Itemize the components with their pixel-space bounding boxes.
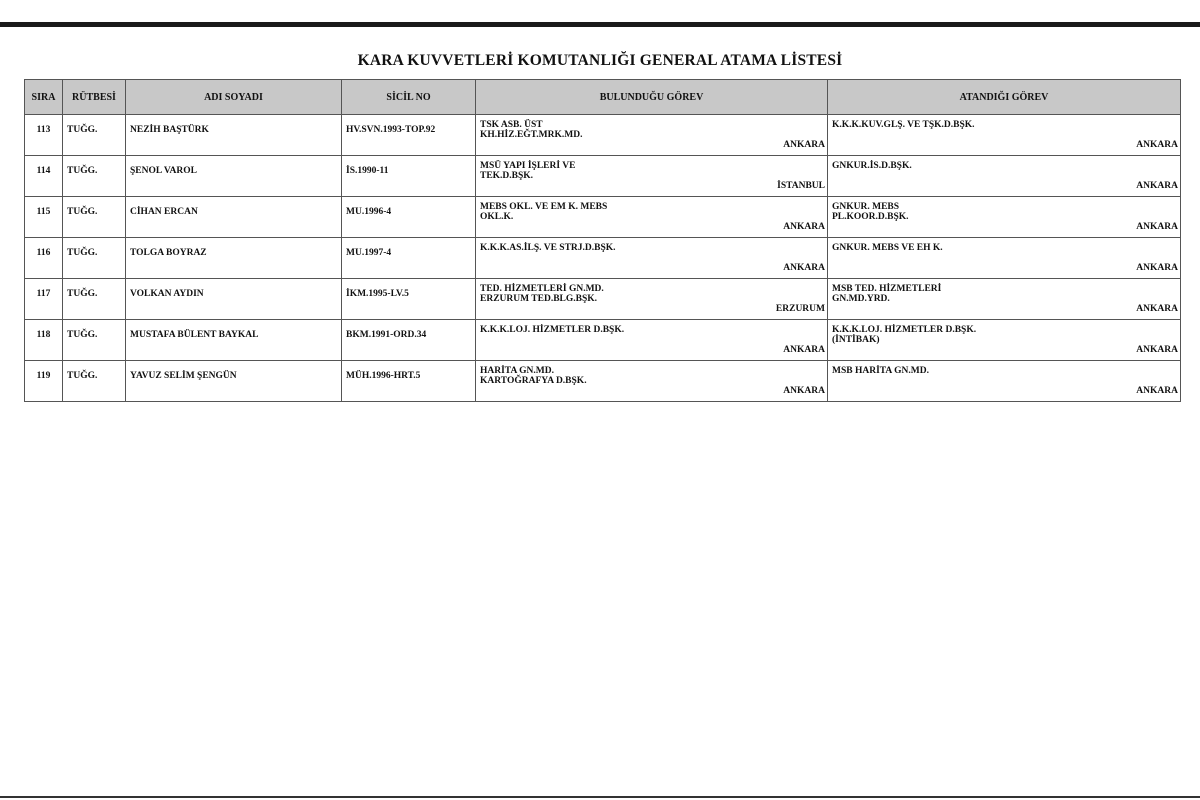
cell-bulundugu-gorev — [476, 361, 828, 402]
cell-adi-soyadi: MUSTAFA BÜLENT BAYKAL — [126, 320, 342, 361]
cell-sira: 118 — [25, 320, 63, 361]
header-sicil-no: SİCİL NO — [342, 80, 476, 115]
cell-adi-soyadi: NEZİH BAŞTÜRK — [126, 115, 342, 156]
cell-sicil-no: MU.1996-4 — [342, 197, 476, 238]
cell-adi-soyadi: CİHAN ERCAN — [126, 197, 342, 238]
cell-atandigi-gorev — [828, 115, 1181, 156]
cell-adi-soyadi: ŞENOL VAROL — [126, 156, 342, 197]
cell-atandigi-gorev — [828, 361, 1181, 402]
cell-atandigi-gorev — [828, 279, 1181, 320]
cell-rutbe: TUĞG. — [63, 238, 126, 279]
atandigi-yer: ANKARA — [1136, 386, 1178, 396]
cell-adi-soyadi: VOLKAN AYDIN — [126, 279, 342, 320]
header-atandigi-gorev: ATANDIĞI GÖREV — [828, 80, 1181, 115]
bulundugu-gorev-text: MEBS OKL. VE EM K. MEBS OKL.K. — [480, 202, 608, 222]
bulundugu-yer: ANKARA — [783, 386, 825, 396]
cell-sira: 116 — [25, 238, 63, 279]
bulundugu-gorev-text: K.K.K.AS.İLŞ. VE STRJ.D.BŞK. — [480, 243, 616, 253]
header-rutbe: RÜTBESİ — [63, 80, 126, 115]
atandigi-yer: ANKARA — [1136, 263, 1178, 273]
cell-atandigi-gorev — [828, 320, 1181, 361]
bulundugu-gorev-text: TSK ASB. ÜST KH.HİZ.EĞT.MRK.MD. — [480, 120, 583, 140]
cell-rutbe: TUĞG. — [63, 320, 126, 361]
cell-bulundugu-gorev — [476, 279, 828, 320]
bulundugu-yer: ANKARA — [783, 140, 825, 150]
cell-sira: 117 — [25, 279, 63, 320]
cell-rutbe: TUĞG. — [63, 279, 126, 320]
cell-sira: 115 — [25, 197, 63, 238]
bottom-border-rule — [0, 796, 1200, 798]
header-bulundugu-gorev: BULUNDUĞU GÖREV — [476, 80, 828, 115]
bulundugu-gorev-text: HARİTA GN.MD. KARTOĞRAFYA D.BŞK. — [480, 366, 587, 386]
atandigi-gorev-text: K.K.K.LOJ. HİZMETLER D.BŞK. (İNTİBAK) — [832, 325, 977, 345]
cell-sicil-no: HV.SVN.1993-TOP.92 — [342, 115, 476, 156]
table-row — [25, 156, 1181, 197]
cell-atandigi-gorev — [828, 197, 1181, 238]
cell-bulundugu-gorev — [476, 197, 828, 238]
atandigi-gorev-text: K.K.K.KUV.GLŞ. VE TŞK.D.BŞK. — [832, 120, 975, 130]
cell-rutbe: TUĞG. — [63, 197, 126, 238]
table-row — [25, 238, 1181, 279]
cell-sira: 113 — [25, 115, 63, 156]
atandigi-gorev-text: GNKUR. MEBS VE EH K. — [832, 243, 943, 253]
cell-adi-soyadi: TOLGA BOYRAZ — [126, 238, 342, 279]
cell-bulundugu-gorev — [476, 156, 828, 197]
cell-bulundugu-gorev — [476, 238, 828, 279]
cell-atandigi-gorev — [828, 156, 1181, 197]
cell-rutbe: TUĞG. — [63, 115, 126, 156]
cell-sicil-no: İS.1990-11 — [342, 156, 476, 197]
assignment-table — [24, 79, 1181, 402]
table-row — [25, 361, 1181, 402]
atandigi-yer: ANKARA — [1136, 304, 1178, 314]
cell-adi-soyadi: YAVUZ SELİM ŞENGÜN — [126, 361, 342, 402]
cell-rutbe: TUĞG. — [63, 361, 126, 402]
header-sira: SIRA — [25, 80, 63, 115]
table-row — [25, 279, 1181, 320]
cell-sicil-no: BKM.1991-ORD.34 — [342, 320, 476, 361]
bulundugu-yer: ANKARA — [783, 263, 825, 273]
cell-sira: 119 — [25, 361, 63, 402]
atandigi-gorev-text: GNKUR. MEBS PL.KOOR.D.BŞK. — [832, 202, 909, 222]
atandigi-yer: ANKARA — [1136, 181, 1178, 191]
cell-sicil-no: İKM.1995-LV.5 — [342, 279, 476, 320]
table-row — [25, 320, 1181, 361]
cell-sira: 114 — [25, 156, 63, 197]
cell-atandigi-gorev — [828, 238, 1181, 279]
bulundugu-yer: ERZURUM — [775, 304, 825, 314]
atandigi-yer: ANKARA — [1136, 345, 1178, 355]
cell-bulundugu-gorev — [476, 115, 828, 156]
bulundugu-yer: ANKARA — [783, 222, 825, 232]
atandigi-gorev-text: MSB TED. HİZMETLERİ GN.MD.YRD. — [832, 284, 942, 304]
atandigi-gorev-text: MSB HARİTA GN.MD. — [832, 366, 929, 376]
atandigi-yer: ANKARA — [1136, 140, 1178, 150]
bulundugu-yer: ANKARA — [783, 345, 825, 355]
table-body — [25, 115, 1181, 402]
cell-rutbe: TUĞG. — [63, 156, 126, 197]
cell-sicil-no: MU.1997-4 — [342, 238, 476, 279]
bulundugu-gorev-text: MSÜ YAPI İŞLERİ VE TEK.D.BŞK. — [480, 161, 576, 181]
bulundugu-yer: İSTANBUL — [777, 181, 825, 191]
header-adi-soyadi: ADI SOYADI — [126, 80, 342, 115]
table-row — [25, 197, 1181, 238]
table-header-row — [25, 80, 1181, 115]
atandigi-gorev-text: GNKUR.İS.D.BŞK. — [832, 161, 912, 171]
cell-sicil-no: MÜH.1996-HRT.5 — [342, 361, 476, 402]
table-row — [25, 115, 1181, 156]
bulundugu-gorev-text: K.K.K.LOJ. HİZMETLER D.BŞK. — [480, 325, 625, 335]
document-title: KARA KUVVETLERİ KOMUTANLIĞI GENERAL ATAMA LİSTESİ — [357, 52, 843, 69]
cell-bulundugu-gorev — [476, 320, 828, 361]
top-border-rule — [0, 22, 1200, 27]
bulundugu-gorev-text: TED. HİZMETLERİ GN.MD. ERZURUM TED.BLG.BŞK. — [480, 284, 604, 304]
atandigi-yer: ANKARA — [1136, 222, 1178, 232]
